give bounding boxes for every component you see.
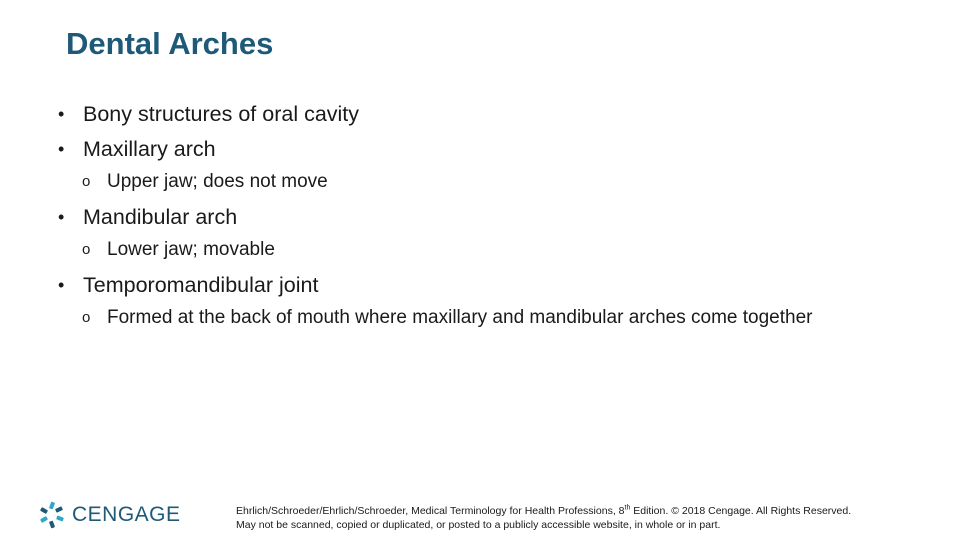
sub-bullet-item [58, 238, 898, 262]
citation-text-end: Edition. © 2018 Cengage. All Rights Reserved. [630, 505, 852, 517]
sub-bullet-marker: o [82, 241, 91, 258]
bullet-text: Maxillary arch [83, 137, 216, 161]
cengage-logo [38, 500, 181, 530]
copyright-footer [236, 504, 951, 532]
bullet-text: Bony structures of oral cavity [83, 102, 360, 126]
citation-line [236, 504, 951, 518]
sub-bullet-marker: o [82, 173, 91, 190]
bullet-marker: • [58, 104, 65, 124]
sub-bullet-text: Upper jaw; does not move [107, 171, 328, 192]
cengage-logo-text: CENGAGE [72, 503, 181, 526]
sub-bullet-text: Formed at the back of mouth where maxillary and mandibular arches come together [107, 307, 813, 328]
sub-bullet-item [58, 170, 898, 194]
bullet-marker: • [58, 275, 65, 295]
slide-title: Dental Arches [66, 26, 274, 61]
sub-bullet-item [58, 306, 867, 330]
bullet-text: Mandibular arch [83, 205, 238, 229]
citation-superscript: th [624, 504, 631, 512]
sub-bullet-text: Lower jaw; movable [107, 239, 275, 260]
slide-content [58, 100, 898, 339]
bullet-item [58, 271, 898, 300]
bullet-marker: • [58, 207, 65, 227]
bullet-text: Temporomandibular joint [83, 273, 319, 297]
bullet-item [58, 203, 898, 232]
bullet-item [58, 135, 898, 164]
cengage-logo-icon [38, 501, 66, 529]
copyright-notice: May not be scanned, copied or duplicated, or posted to a publicly accessible website, in whole or in part. [236, 519, 721, 531]
bullet-marker: • [58, 139, 65, 159]
sub-bullet-marker: o [82, 309, 91, 326]
bullet-item [58, 100, 898, 129]
citation-text: Ehrlich/Schroeder/Ehrlich/Schroeder, Medical Terminology for Health Professions, 8 [236, 505, 625, 517]
